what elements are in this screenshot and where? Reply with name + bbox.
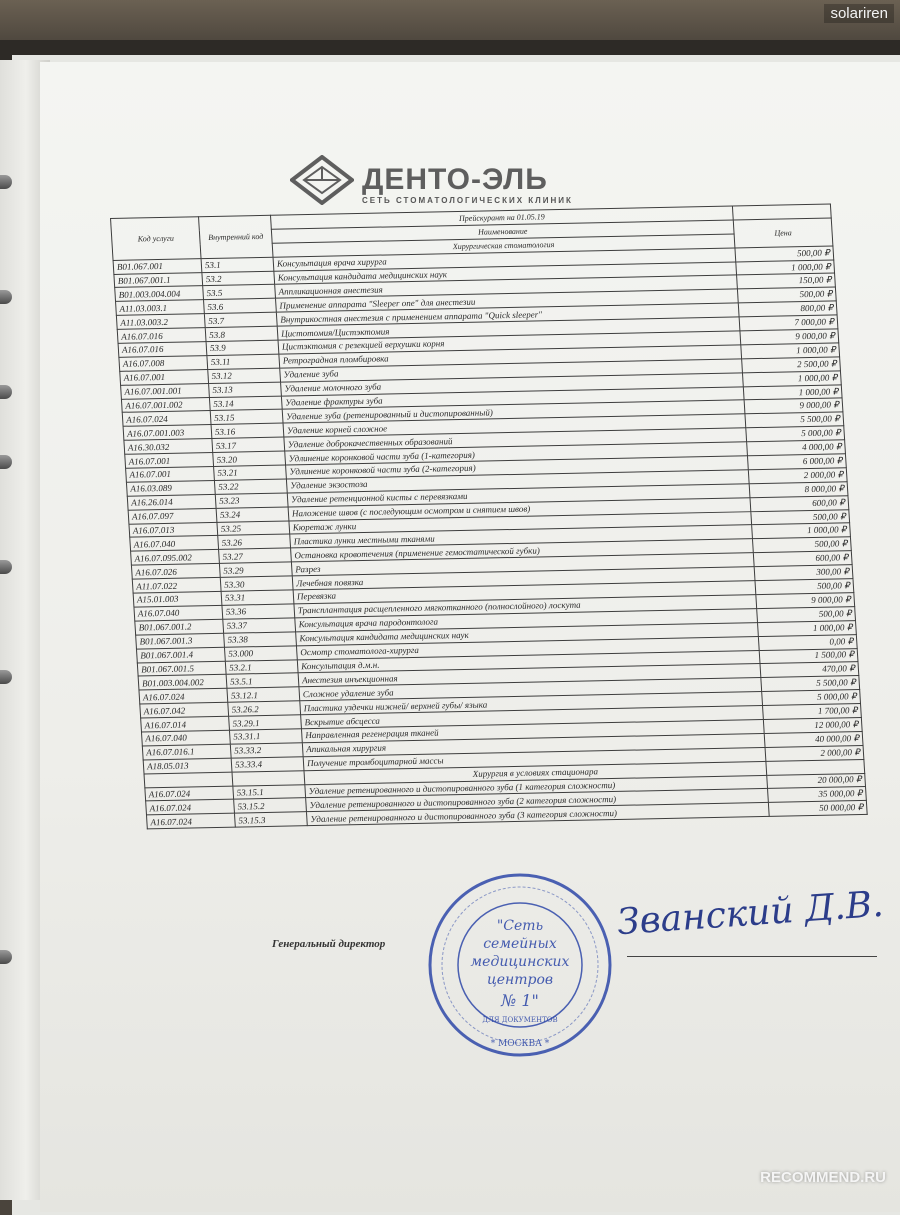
- service-name-cell: Сложное удаление зуба: [299, 678, 762, 701]
- service-name-cell: Внутрикостная анестезия с применением аппарата "Quick sleeper": [276, 303, 739, 326]
- internal-code-cell: 53.000: [224, 645, 297, 660]
- service-name-cell: Перевязка: [293, 581, 756, 604]
- price-cell: 1 000,00 ₽: [752, 523, 851, 539]
- service-name-cell: Получение тромбоцитарной массы: [303, 747, 766, 770]
- service-name-cell: Удаление фрактуры зуба: [281, 386, 744, 409]
- binder-ring: [0, 670, 12, 684]
- service-code-cell: A16.07.040: [134, 605, 223, 621]
- internal-code-cell: 53.31.1: [229, 729, 302, 744]
- service-name-cell: Консультация кандидата медицинских наук: [296, 622, 759, 645]
- internal-code-cell: 53.11: [207, 354, 280, 369]
- internal-code-cell: 53.15: [210, 410, 283, 425]
- binder-ring: [0, 950, 12, 964]
- stamp-small: ДЛЯ ДОКУМЕНТОВ: [482, 1016, 558, 1024]
- service-code-cell: A16.07.024: [146, 800, 235, 816]
- price-cell: 40 000,00 ₽: [764, 731, 863, 747]
- internal-code-cell: 53.15.3: [234, 812, 307, 827]
- internal-code-cell: 53.36: [222, 604, 295, 619]
- price-cell: 1 000,00 ₽: [742, 371, 841, 387]
- service-name-cell: Трансплантация расщепленного мягкотканного (полнослойного) лоскута: [294, 595, 757, 618]
- price-cell: 5 000,00 ₽: [746, 426, 845, 442]
- internal-code-cell: 53.20: [213, 451, 286, 466]
- service-name-cell: Осмотр стоматолога-хирурга: [296, 636, 759, 659]
- watermark-username: solariren: [824, 4, 894, 23]
- service-code-cell: A16.07.001: [120, 369, 209, 385]
- service-name-cell: Удаление ретенированного и дистопированного зуба (2 категория сложности): [306, 789, 769, 812]
- service-code-cell: B01.003.004.004: [115, 286, 204, 302]
- service-name-cell: Удлинение коронковой части зуба (1-категория): [285, 442, 748, 465]
- service-code-cell: A16.07.024: [147, 813, 236, 829]
- internal-code-cell: 53.21: [214, 465, 287, 480]
- internal-code-cell: 53.25: [217, 521, 290, 536]
- internal-code-cell: 53.2.1: [225, 659, 298, 674]
- price-cell: 2 000,00 ₽: [765, 745, 864, 761]
- service-code-cell: A16.07.016: [117, 328, 206, 344]
- binder-ring: [0, 175, 12, 189]
- price-cell: 4 000,00 ₽: [747, 440, 846, 456]
- internal-code-cell: 53.24: [216, 507, 289, 522]
- price-table: [110, 204, 868, 830]
- binder-ring: [0, 385, 12, 399]
- price-list: [110, 204, 867, 830]
- price-cell: 0,00 ₽: [758, 634, 857, 650]
- service-code-cell: A16.07.026: [131, 564, 220, 580]
- internal-code-cell: 53.14: [209, 396, 282, 411]
- service-name-cell: Консультация врача пародонтолога: [295, 608, 758, 631]
- header-name: Наименование: [271, 220, 734, 243]
- internal-code-cell: 53.1: [201, 257, 274, 272]
- service-code-cell: B01.067.001: [113, 258, 202, 274]
- internal-code-cell: 53.31: [221, 590, 294, 605]
- service-name-cell: Вскрытие абсцесса: [301, 706, 764, 729]
- service-code-cell: B01.067.001.5: [137, 661, 226, 677]
- service-name-cell: Наложение швов (с последующим осмотром и снятием швов): [288, 497, 751, 520]
- internal-code-cell: 53.26: [218, 534, 291, 549]
- binder-ring: [0, 290, 12, 304]
- service-code-cell: A16.26.014: [127, 494, 216, 510]
- internal-code-cell: 53.17: [212, 437, 285, 452]
- service-name-cell: Удаление корней сложное: [283, 414, 746, 437]
- service-name-cell: Удаление ретенционной кисты с перевязками: [287, 484, 750, 507]
- price-cell: 300,00 ₽: [754, 565, 853, 581]
- internal-code-cell: 53.6: [204, 299, 277, 314]
- service-code-cell: A16.07.001: [126, 467, 215, 483]
- price-cell: 1 000,00 ₽: [758, 620, 857, 636]
- service-name-cell: Удаление молочного зуба: [281, 373, 744, 396]
- price-cell: 1 500,00 ₽: [759, 648, 858, 664]
- service-code-cell: B01.067.001.2: [135, 619, 224, 635]
- internal-code-cell: 53.16: [211, 423, 284, 438]
- price-cell: 2 500,00 ₽: [742, 357, 841, 373]
- service-name-cell: Удлинение коронковой части зуба (2-категория): [286, 456, 749, 479]
- internal-code-cell: 53.38: [224, 632, 297, 647]
- internal-code-cell: 53.5.1: [226, 673, 299, 688]
- official-stamp: [425, 870, 615, 1060]
- service-code-cell: A16.03.089: [126, 480, 215, 496]
- service-code-cell: A15.01.003: [133, 591, 222, 607]
- section-surgery: Хирургическая стоматология: [272, 234, 735, 257]
- section-blank: [232, 770, 305, 785]
- price-cell: 8 000,00 ₽: [749, 482, 848, 498]
- service-code-cell: A16.07.042: [140, 702, 229, 718]
- price-list-title: Прейскурант на 01.05.19: [270, 206, 733, 229]
- price-cell: 7 000,00 ₽: [739, 315, 838, 331]
- price-cell: 500,00 ₽: [755, 579, 854, 595]
- service-name-cell: Удаление ретенированного и дистопированного зуба (3 категория сложности): [306, 803, 769, 826]
- internal-code-cell: 53.15.1: [233, 784, 306, 799]
- internal-code-cell: 53.33.2: [230, 743, 303, 758]
- price-cell: 2 000,00 ₽: [748, 468, 847, 484]
- service-code-cell: A16.07.014: [141, 716, 230, 732]
- price-cell: 6 000,00 ₽: [747, 454, 846, 470]
- price-cell: 20 000,00 ₽: [767, 773, 866, 789]
- service-code-cell: A16.07.008: [119, 355, 208, 371]
- service-name-cell: Направленная регенерация тканей: [301, 719, 764, 742]
- internal-code-cell: 53.23: [215, 493, 288, 508]
- service-code-cell: A16.07.095.002: [131, 550, 220, 566]
- service-name-cell: Разрез: [291, 553, 754, 576]
- price-cell: 500,00 ₽: [735, 246, 834, 262]
- price-cell: 800,00 ₽: [738, 301, 837, 317]
- service-name-cell: Остановка кровотечения (применение гемостатической губки): [291, 539, 754, 562]
- section-hospital: Хирургия в условиях стационара: [304, 761, 767, 784]
- price-cell: 500,00 ₽: [737, 287, 836, 303]
- service-name-cell: Аппликационная анестезия: [275, 275, 738, 298]
- price-cell: 500,00 ₽: [751, 509, 850, 525]
- logo-tagline: СЕТЬ СТОМАТОЛОГИЧЕСКИХ КЛИНИК: [362, 196, 573, 205]
- price-cell: 1 000,00 ₽: [743, 384, 842, 400]
- service-code-cell: A18.05.013: [143, 758, 232, 774]
- stamp-line-3: медицинских: [470, 954, 570, 970]
- price-cell: 500,00 ₽: [752, 537, 851, 553]
- price-cell: 35 000,00 ₽: [768, 787, 867, 803]
- price-cell: 1 000,00 ₽: [741, 343, 840, 359]
- service-code-cell: A16.07.040: [141, 730, 230, 746]
- internal-code-cell: 53.13: [209, 382, 282, 397]
- header-code: Код услуги: [111, 217, 201, 260]
- service-code-cell: A16.07.016: [118, 342, 207, 358]
- service-name-cell: Удаление зуба (ретенированный и дистопированный): [282, 400, 745, 423]
- price-cell: 500,00 ₽: [757, 606, 856, 622]
- service-name-cell: Пластика уздечки нижней/ верхней губы/ языка: [300, 692, 763, 715]
- price-cell: 150,00 ₽: [737, 273, 836, 289]
- internal-code-cell: 53.33.4: [231, 756, 304, 771]
- service-code-cell: B01.067.001.4: [136, 647, 225, 663]
- stamp-line-1: "Сеть: [496, 918, 544, 934]
- internal-code-cell: 53.12.1: [227, 687, 300, 702]
- price-cell: 5 000,00 ₽: [762, 690, 861, 706]
- binder-ring: [0, 560, 12, 574]
- service-code-cell: A16.07.024: [122, 411, 211, 427]
- service-name-cell: Консультация врача хирурга: [273, 248, 736, 271]
- logo-diamond-icon: [290, 155, 354, 205]
- stamp-line-2: семейных: [483, 936, 557, 952]
- price-cell: 12 000,00 ₽: [763, 717, 862, 733]
- internal-code-cell: 53.22: [214, 479, 287, 494]
- internal-code-cell: 53.26.2: [228, 701, 301, 716]
- service-code-cell: A11.03.003.1: [116, 300, 205, 316]
- price-cell: 1 000,00 ₽: [736, 260, 835, 276]
- service-name-cell: Анестезия инъекционная: [298, 664, 761, 687]
- service-code-cell: A16.07.001.003: [123, 425, 212, 441]
- signature-line: [627, 956, 877, 957]
- price-cell: 9 000,00 ₽: [744, 398, 843, 414]
- director-label: Генеральный директор: [272, 938, 386, 950]
- service-name-cell: Удаление зуба: [280, 359, 743, 382]
- service-code-cell: A16.07.097: [128, 508, 217, 524]
- internal-code-cell: 53.2: [202, 271, 275, 286]
- stamp-bottom: * МОСКВА *: [490, 1039, 550, 1049]
- internal-code-cell: 53.29: [219, 562, 292, 577]
- service-code-cell: A16.30.032: [124, 439, 213, 455]
- service-name-cell: Апикальная хирургия: [302, 733, 765, 756]
- price-cell: 5 500,00 ₽: [761, 676, 860, 692]
- service-code-cell: A11.07.022: [132, 578, 221, 594]
- service-name-cell: Удаление ретенированного и дистопированного зуба (1 категория сложности): [305, 775, 768, 798]
- service-name-cell: Консультация д.м.н.: [297, 650, 760, 673]
- price-cell: 5 500,00 ₽: [745, 412, 844, 428]
- price-cell: 9 000,00 ₽: [740, 329, 839, 345]
- service-name-cell: Пластика лунки местными тканями: [290, 525, 753, 548]
- internal-code-cell: 53.29.1: [229, 715, 302, 730]
- internal-code-cell: 53.30: [220, 576, 293, 591]
- logo-name: ДЕНТО-ЭЛЬ: [362, 163, 548, 196]
- price-cell: 1 700,00 ₽: [763, 704, 862, 720]
- service-code-cell: A16.07.013: [129, 522, 218, 538]
- service-name-cell: Удаление доброкачественных образований: [284, 428, 747, 451]
- service-code-cell: A16.07.016.1: [142, 744, 231, 760]
- header-price: Цена: [733, 218, 833, 248]
- service-name-cell: Ретроградная пломбировка: [279, 345, 742, 368]
- service-code-cell: B01.003.004.002: [138, 675, 227, 691]
- price-cell: 600,00 ₽: [753, 551, 852, 567]
- watermark-site: RECOMMEND.RU: [760, 1169, 886, 1186]
- header-internal-code: Внутренний код: [199, 215, 273, 258]
- clinic-logo: [290, 155, 620, 210]
- service-code-cell: B01.067.001.3: [136, 633, 225, 649]
- director-signature: Званский Д.В.: [615, 883, 885, 944]
- service-name-cell: Консультация кандидата медицинских наук: [274, 262, 737, 285]
- service-code-cell: A16.07.001.001: [121, 383, 210, 399]
- service-code-cell: A16.07.024: [139, 689, 228, 705]
- internal-code-cell: 53.8: [205, 326, 278, 341]
- stamp-line-4: центров: [486, 972, 554, 988]
- price-cell: 9 000,00 ₽: [756, 593, 855, 609]
- service-name-cell: Лечебная повязка: [292, 567, 755, 590]
- service-name-cell: Цистэктомия с резекцией верхушки корня: [278, 331, 741, 354]
- internal-code-cell: 53.37: [223, 618, 296, 633]
- internal-code-cell: 53.12: [208, 368, 281, 383]
- service-name-cell: Применение аппарата "Sleeper one" для анестезии: [276, 289, 739, 312]
- service-name-cell: Кюретаж лунки: [289, 511, 752, 534]
- price-rows: [113, 246, 864, 774]
- price-cell: 470,00 ₽: [760, 662, 859, 678]
- service-code-cell: A16.07.040: [130, 536, 219, 552]
- binder-ring: [0, 455, 12, 469]
- price-cell: 50 000,00 ₽: [768, 801, 867, 817]
- service-code-cell: A16.07.001.002: [121, 397, 210, 413]
- internal-code-cell: 53.7: [204, 312, 277, 327]
- service-name-cell: Цистотомия/Цистэктомия: [277, 317, 740, 340]
- service-code-cell: A16.07.024: [145, 786, 234, 802]
- service-code-cell: B01.067.001.1: [114, 272, 203, 288]
- internal-code-cell: 53.5: [203, 285, 276, 300]
- price-cell: 600,00 ₽: [750, 495, 849, 511]
- internal-code-cell: 53.15.2: [234, 798, 307, 813]
- internal-code-cell: 53.27: [219, 548, 292, 563]
- service-code-cell: A11.03.003.2: [116, 314, 205, 330]
- service-name-cell: Удаление экзостоза: [286, 470, 749, 493]
- internal-code-cell: 53.9: [206, 340, 279, 355]
- service-code-cell: A16.07.001: [125, 453, 214, 469]
- stamp-line-5: № 1": [501, 991, 539, 1010]
